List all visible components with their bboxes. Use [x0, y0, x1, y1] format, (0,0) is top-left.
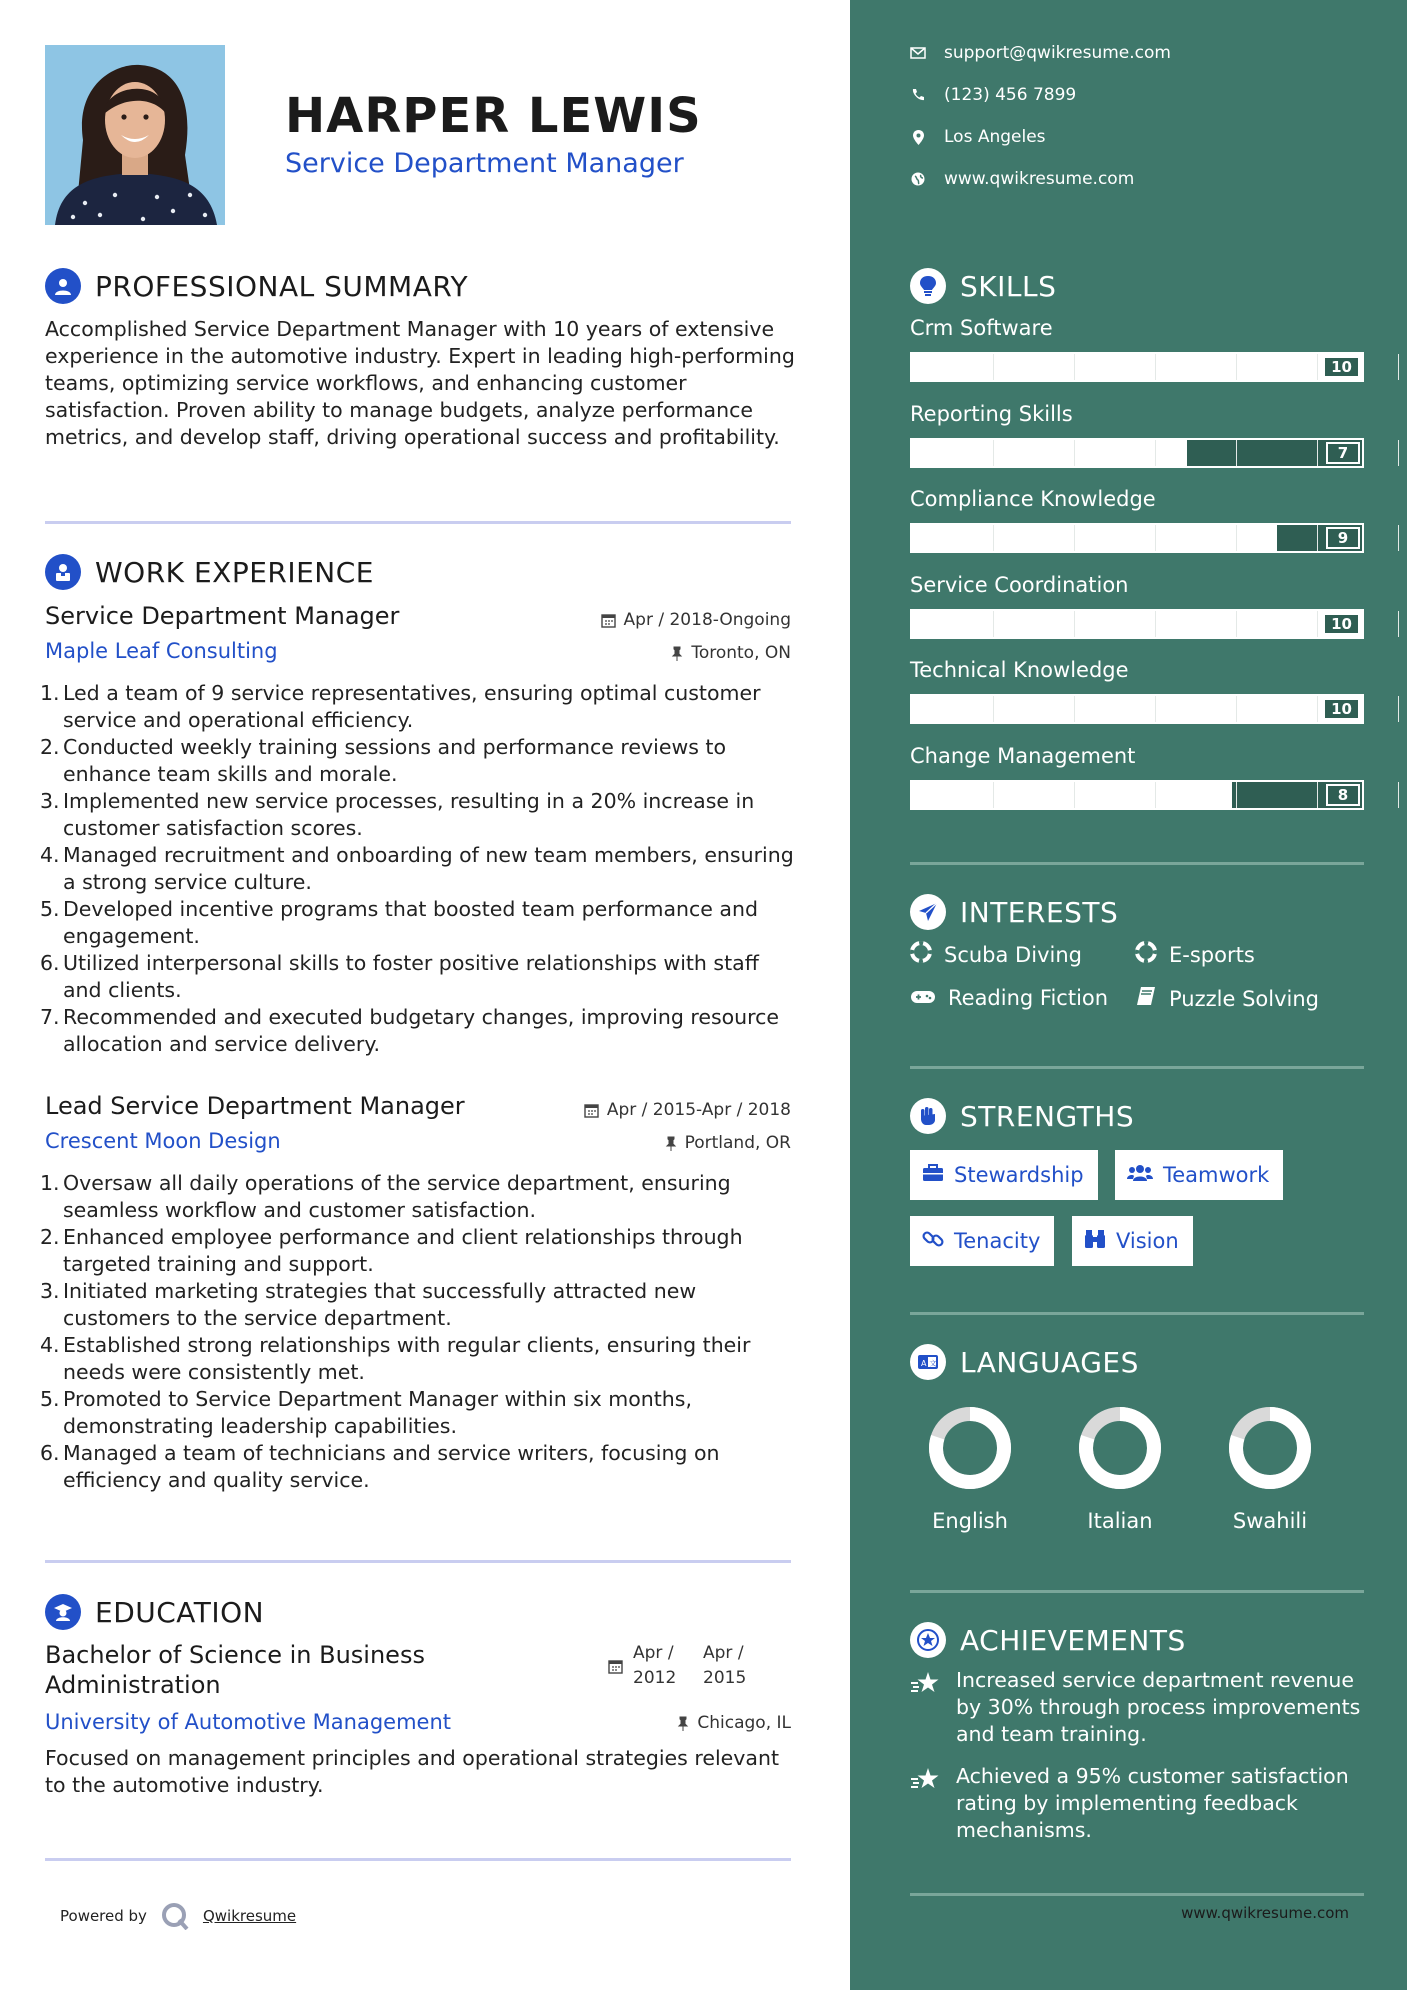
- achievement-item: [910, 1667, 1370, 1748]
- strength-label: Tenacity: [954, 1229, 1041, 1253]
- strengths-heading: [910, 1098, 1134, 1134]
- list-item: 1. Led a team of 9 service representatives, ensuring optimal customer service and operational efficiency.: [40, 681, 761, 732]
- strength-tag: [910, 1150, 1098, 1200]
- job-bullets: [40, 680, 800, 1058]
- link-icon: [922, 1228, 944, 1255]
- interest-item: [910, 986, 1108, 1010]
- list-item: 5. Developed incentive programs that boosted team performance and engagement.: [40, 897, 758, 948]
- skills-title: SKILLS: [960, 269, 1057, 303]
- contact-website-text: www.qwikresume.com: [944, 169, 1135, 189]
- skill-bar-tick: [1074, 354, 1075, 380]
- summary-title: PROFESSIONAL SUMMARY: [95, 269, 469, 303]
- user-icon: [45, 268, 81, 304]
- book-icon: [1135, 986, 1157, 1011]
- language-item: [910, 1405, 1030, 1533]
- qwikresume-logo-icon: [161, 1902, 189, 1930]
- section-divider: [910, 1893, 1364, 1896]
- skill-score: 10: [1323, 613, 1360, 635]
- languages-title: LANGUAGES: [960, 1345, 1139, 1379]
- list-item: 4. Managed recruitment and onboarding of new team members, ensuring a strong service culture.: [40, 843, 794, 894]
- interest-label: Reading Fiction: [948, 986, 1109, 1010]
- language-icon: [910, 1344, 946, 1380]
- list-item: 2. Enhanced employee performance and client relationships through targeted training and support.: [40, 1225, 743, 1276]
- skill-bar-tick: [1317, 782, 1318, 808]
- skill-bar-tick: [993, 696, 994, 722]
- skill-name: Change Management: [910, 743, 1136, 768]
- lifebuoy-icon: [1135, 941, 1157, 968]
- pin-icon: [665, 1136, 677, 1151]
- skills-heading: [910, 268, 1056, 304]
- skill-bar-fill: [912, 525, 1277, 551]
- phone-icon: [910, 88, 926, 102]
- summary-heading: [45, 268, 468, 304]
- section-divider: [45, 521, 791, 524]
- skill-bar-tick: [993, 525, 994, 551]
- section-divider: [910, 1590, 1364, 1593]
- achievement-text: Achieved a 95% customer satisfaction rating by implementing feedback mechanisms.: [956, 1764, 1349, 1842]
- skill-bar-fill: [912, 440, 1187, 466]
- skill-bar-tick: [1236, 525, 1237, 551]
- binoculars-icon: [1084, 1229, 1106, 1254]
- contact-email[interactable]: [910, 43, 1171, 63]
- job-dates-text: Apr / 2015-Apr / 2018: [606, 1100, 791, 1120]
- shooting-star-icon: [910, 1667, 944, 1748]
- education-end: Apr / 2015: [703, 1643, 747, 1688]
- skill-bar-tick: [1317, 611, 1318, 637]
- list-item: 5. Promoted to Service Department Manager within six months, demonstrating leadership capabilities.: [40, 1387, 692, 1438]
- summary-text: Accomplished Service Department Manager with 10 years of extensive experience in the automotive industry. Expert in leading high-performing teams, optimizing service workflows, and enhancing customer satisfaction. Proven ability to manage budgets, analyze performance metrics, and develop staff, driving operational success and profitability.: [45, 317, 795, 449]
- star-badge-icon: [910, 1622, 946, 1658]
- skill-bar-tick: [1155, 440, 1156, 466]
- language-donut: [927, 1405, 1013, 1491]
- calendar-icon: [601, 613, 616, 628]
- skill-score: 7: [1326, 442, 1360, 464]
- users-icon: [1127, 1163, 1153, 1187]
- list-item: 4. Established strong relationships with regular clients, ensuring their needs were consistently met.: [40, 1333, 751, 1384]
- experience-heading: [45, 554, 374, 590]
- experience-title: WORK EXPERIENCE: [95, 555, 374, 589]
- powered-by-brand[interactable]: Qwikresume: [202, 1907, 297, 1925]
- skill-bar-fill: [912, 354, 1362, 380]
- job-dates: [601, 610, 791, 630]
- interest-label: Scuba Diving: [944, 942, 1082, 967]
- achievement-text: Increased service department revenue by 30% through process improvements and team training.: [956, 1668, 1361, 1746]
- achievements-heading: [910, 1622, 1186, 1658]
- skill-bar-tick: [993, 611, 994, 637]
- job-location-text: Portland, OR: [684, 1133, 791, 1153]
- lifebuoy-icon: [910, 941, 932, 968]
- job-company[interactable]: Crescent Moon Design: [45, 1129, 281, 1153]
- globe-icon: [910, 172, 926, 186]
- language-name: Italian: [1087, 1509, 1153, 1533]
- strength-label: Stewardship: [954, 1163, 1084, 1187]
- list-item: 6. Managed a team of technicians and service writers, focusing on efficiency and quality service.: [40, 1441, 720, 1492]
- strengths-title: STRENGTHS: [960, 1099, 1135, 1133]
- skill-bar-tick: [1074, 440, 1075, 466]
- strength-tag: [1072, 1216, 1193, 1266]
- skill-score: 10: [1323, 698, 1360, 720]
- skill-score: 10: [1323, 356, 1360, 378]
- skill-bar-tick: [1317, 525, 1318, 551]
- achievement-item: [910, 1763, 1370, 1844]
- skill-bar-fill: [912, 782, 1232, 808]
- skill-score: 9: [1326, 527, 1360, 549]
- interest-item: [1135, 941, 1255, 968]
- language-donut: [1077, 1405, 1163, 1491]
- calendar-icon: [584, 1103, 599, 1118]
- list-item: 7. Recommended and executed budgetary changes, improving resource allocation and service delivery.: [40, 1005, 780, 1056]
- education-description: Focused on management principles and operational strategies relevant to the automotive industry.: [45, 1746, 779, 1797]
- language-name: Swahili: [1232, 1509, 1308, 1533]
- skill-bar-tick: [1398, 611, 1399, 637]
- list-item: 3. Initiated marketing strategies that successfully attracted new customers to the service department.: [40, 1279, 697, 1330]
- skill-bar-tick: [1398, 696, 1399, 722]
- paper-plane-icon: [910, 894, 946, 930]
- interest-item: [1135, 986, 1319, 1011]
- strength-tag: [1115, 1150, 1283, 1200]
- contact-website[interactable]: [910, 169, 1134, 189]
- svg-text:文: 文: [929, 1359, 937, 1368]
- contact-email-text: support@qwikresume.com: [944, 43, 1171, 63]
- skill-bar: [910, 438, 1364, 468]
- briefcase-person-icon: [45, 554, 81, 590]
- interests-heading: [910, 894, 1118, 930]
- skill-bar: [910, 523, 1364, 553]
- achievements-title: ACHIEVEMENTS: [960, 1623, 1186, 1657]
- list-item: 6. Utilized interpersonal skills to foster positive relationships with staff and clients.: [40, 951, 759, 1002]
- job-location: [671, 643, 791, 663]
- education-title: EDUCATION: [95, 1595, 265, 1629]
- strength-label: Teamwork: [1163, 1163, 1270, 1187]
- languages-heading: [910, 1344, 1139, 1380]
- graduation-icon: [45, 1594, 81, 1630]
- skill-bar-tick: [1398, 354, 1399, 380]
- skill-bar-tick: [1074, 611, 1075, 637]
- lightbulb-icon: [910, 268, 946, 304]
- skill-bar-tick: [1074, 782, 1075, 808]
- powered-by-label: Powered by: [60, 1907, 147, 1925]
- skill-bar-tick: [1074, 696, 1075, 722]
- profile-photo: [45, 45, 225, 225]
- contact-phone[interactable]: [910, 85, 1076, 105]
- contact-location-text: Los Angeles: [944, 127, 1046, 147]
- footer-website[interactable]: www.qwikresume.com: [1181, 1904, 1349, 1922]
- skill-name: Crm Software: [910, 316, 1053, 340]
- skill-bar-tick: [993, 782, 994, 808]
- section-divider: [910, 1312, 1364, 1315]
- shooting-star-icon: [910, 1763, 944, 1844]
- skill-bar-tick: [1236, 354, 1237, 380]
- skill-bar: [910, 780, 1364, 810]
- skill-bar-tick: [1317, 696, 1318, 722]
- skill-bar-tick: [993, 440, 994, 466]
- section-divider: [910, 862, 1364, 865]
- skill-bar-tick: [1155, 354, 1156, 380]
- skill-bar-tick: [1317, 440, 1318, 466]
- skill-bar-fill: [912, 611, 1362, 637]
- svg-text:A: A: [921, 1359, 927, 1368]
- skill-bar-tick: [1155, 525, 1156, 551]
- skill-bar: [910, 352, 1364, 382]
- skill-bar-tick: [1155, 782, 1156, 808]
- skill-bar-tick: [1074, 525, 1075, 551]
- school-name[interactable]: University of Automotive Management: [45, 1710, 452, 1734]
- skill-bar: [910, 609, 1364, 639]
- skill-bar-tick: [1317, 354, 1318, 380]
- degree-title: Bachelor of Science in Business Administration: [45, 1641, 425, 1699]
- language-item: [1210, 1405, 1330, 1533]
- language-item: [1060, 1405, 1180, 1533]
- section-divider: [45, 1858, 791, 1861]
- contact-phone-text: (123) 456 7899: [944, 85, 1077, 105]
- language-name: English: [932, 1509, 1008, 1533]
- skill-name: Service Coordination: [910, 572, 1129, 597]
- pin-icon: [671, 646, 683, 661]
- skill-bar-tick: [1236, 696, 1237, 722]
- section-divider: [45, 1560, 791, 1563]
- education-location: [677, 1713, 791, 1733]
- skill-bar-tick: [1236, 440, 1237, 466]
- skill-bar-tick: [1155, 696, 1156, 722]
- job-dates: [584, 1100, 791, 1120]
- skill-bar-tick: [1398, 440, 1399, 466]
- skill-score: 8: [1326, 784, 1360, 806]
- skill-name: Reporting Skills: [910, 401, 1073, 426]
- envelope-icon: [910, 47, 926, 59]
- education-dates: [608, 1641, 763, 1691]
- briefcase-icon: [922, 1163, 944, 1187]
- powered-by: [60, 1902, 296, 1930]
- job-title: Lead Service Department Manager: [45, 1092, 465, 1120]
- interest-label: E-sports: [1169, 942, 1255, 967]
- skill-bar-tick: [1236, 611, 1237, 637]
- section-divider: [910, 1066, 1364, 1069]
- education-heading: [45, 1594, 264, 1630]
- candidate-role: Service Department Manager: [285, 148, 684, 179]
- education-location-text: Chicago, IL: [697, 1713, 791, 1733]
- job-location: [665, 1133, 791, 1153]
- interests-title: INTERESTS: [960, 895, 1119, 929]
- job-company[interactable]: Maple Leaf Consulting: [45, 639, 278, 663]
- candidate-name: HARPER LEWIS: [285, 88, 702, 144]
- education-start: Apr / 2012: [633, 1643, 677, 1688]
- list-item: 3. Implemented new service processes, resulting in a 20% increase in customer satisfaction scores.: [40, 789, 755, 840]
- list-item: 2. Conducted weekly training sessions and performance reviews to enhance team skills and morale.: [40, 735, 726, 786]
- job-bullets: [40, 1170, 800, 1494]
- skill-bar-tick: [993, 354, 994, 380]
- gamepad-icon: [910, 986, 936, 1010]
- strength-label: Vision: [1116, 1229, 1179, 1253]
- pin-icon: [677, 1716, 689, 1731]
- contact-location: [910, 127, 1046, 147]
- list-item: 1. Oversaw all daily operations of the service department, ensuring seamless workflow and customer satisfaction.: [40, 1171, 731, 1222]
- sidebar: [850, 0, 1407, 1990]
- skill-name: Technical Knowledge: [910, 658, 1129, 682]
- strength-tag: [910, 1216, 1054, 1266]
- language-donut: [1227, 1405, 1313, 1491]
- skill-name: Compliance Knowledge: [910, 487, 1156, 511]
- fist-icon: [910, 1098, 946, 1134]
- job-dates-text: Apr / 2018-Ongoing: [623, 610, 791, 630]
- calendar-icon: [608, 1659, 623, 1674]
- skill-bar-tick: [1398, 782, 1399, 808]
- skill-bar-tick: [1155, 611, 1156, 637]
- job-title: Service Department Manager: [45, 602, 400, 630]
- map-marker-icon: [910, 130, 926, 145]
- interest-item: [910, 941, 1082, 968]
- interest-label: Puzzle Solving: [1169, 986, 1319, 1011]
- skill-bar: [910, 694, 1364, 724]
- skill-bar-fill: [912, 696, 1362, 722]
- skill-bar-tick: [1398, 525, 1399, 551]
- skill-bar-tick: [1236, 782, 1237, 808]
- job-location-text: Toronto, ON: [691, 643, 791, 663]
